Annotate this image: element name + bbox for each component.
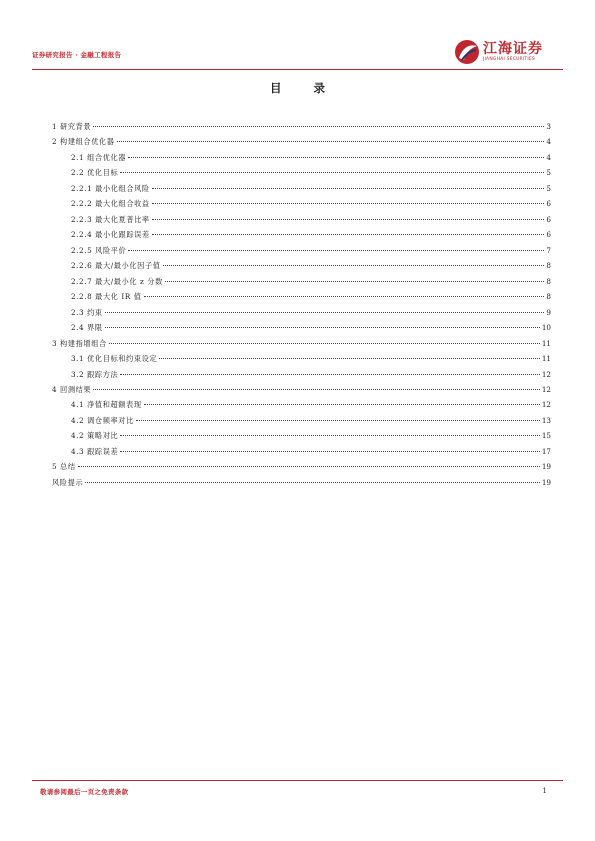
toc-entry[interactable] — [52, 289, 551, 304]
toc-leader-dots — [78, 466, 540, 467]
toc-entry-label: 3 构建指增组合 — [52, 338, 107, 348]
toc-entry[interactable] — [52, 258, 551, 273]
toc-leader-dots — [85, 482, 540, 483]
toc-entry-page: 8 — [546, 276, 551, 286]
toc-leader-dots — [120, 172, 544, 173]
toc-entry-label: 2.1 组合优化器 — [71, 152, 127, 162]
toc-entry-page: 19 — [541, 462, 551, 472]
toc-leader-dots — [159, 358, 540, 359]
toc-entry-page: 19 — [541, 477, 551, 487]
toc-entry-label: 2.2.4 最小化跟踪误差 — [71, 230, 150, 240]
toc-entry[interactable] — [52, 382, 551, 397]
toc-entry[interactable] — [52, 428, 551, 443]
toc-leader-dots — [163, 265, 545, 266]
toc-entry-page: 8 — [546, 261, 551, 271]
toc-entry-page: 4 — [546, 137, 551, 147]
toc-leader-dots — [120, 374, 540, 375]
toc-entry-page: 5 — [546, 168, 551, 178]
toc-entry-page: 17 — [541, 446, 551, 456]
footer-divider — [32, 780, 563, 781]
toc-entry[interactable] — [52, 196, 551, 211]
toc-leader-dots — [120, 435, 540, 436]
page-header — [32, 36, 563, 72]
toc-entry-label: 2.3 约束 — [71, 307, 103, 317]
toc-entry-label: 4.1 净值和超额表现 — [71, 400, 142, 410]
toc-leader-dots — [128, 157, 544, 158]
toc-leader-dots — [120, 451, 540, 452]
toc-entry-label: 2.2 优化目标 — [71, 168, 119, 178]
page-number: 1 — [542, 787, 547, 795]
report-category: 证券研究报告 · 金融工程报告 — [32, 51, 122, 59]
toc-entry-label: 1 研究背景 — [52, 122, 92, 131]
logo-mark-icon — [453, 38, 481, 66]
toc-entry[interactable] — [52, 397, 551, 412]
toc-entry[interactable] — [52, 475, 551, 490]
toc-entry-page: 6 — [546, 214, 551, 224]
toc-leader-dots — [152, 188, 545, 189]
toc-entry[interactable] — [52, 336, 551, 351]
table-of-contents — [52, 119, 551, 490]
toc-entry-label: 4 回测结果 — [52, 384, 92, 394]
toc-entry[interactable] — [52, 119, 551, 134]
toc-entry[interactable] — [52, 274, 551, 289]
toc-entry-page: 12 — [541, 400, 551, 410]
toc-leader-dots — [144, 296, 545, 297]
toc-entry[interactable] — [52, 367, 551, 382]
toc-leader-dots — [152, 234, 545, 235]
toc-entry-label: 5 总结 — [52, 462, 76, 472]
toc-entry-label: 3.1 优化目标和约束设定 — [71, 354, 158, 364]
toc-entry[interactable] — [52, 305, 551, 320]
page-title: 目 录 — [269, 81, 339, 95]
toc-entry[interactable] — [52, 134, 551, 149]
toc-entry-page: 4 — [546, 152, 551, 162]
toc-leader-dots — [93, 126, 544, 127]
toc-leader-dots — [105, 327, 540, 328]
toc-entry-page: 6 — [546, 230, 551, 240]
toc-leader-dots — [144, 404, 540, 405]
toc-entry[interactable] — [52, 150, 551, 165]
toc-entry[interactable] — [52, 413, 551, 428]
toc-leader-dots — [117, 141, 545, 142]
toc-leader-dots — [128, 250, 544, 251]
toc-entry-label: 2.2.2 最大化组合收益 — [71, 199, 150, 209]
toc-entry[interactable] — [52, 165, 551, 180]
toc-entry[interactable] — [52, 243, 551, 258]
header-divider — [32, 69, 563, 70]
toc-entry-label: 2.2.3 最大化夏普比率 — [71, 214, 150, 224]
toc-entry-page: 12 — [541, 369, 551, 379]
toc-entry-page: 12 — [541, 384, 551, 394]
toc-entry-page: 13 — [541, 415, 551, 425]
toc-entry[interactable] — [52, 181, 551, 196]
toc-entry-label: 4.2 调仓频率对比 — [71, 415, 134, 425]
toc-leader-dots — [105, 312, 545, 313]
toc-entry-page: 9 — [546, 307, 551, 317]
toc-entry-label: 2.4 界限 — [71, 323, 103, 333]
toc-leader-dots — [109, 343, 540, 344]
toc-entry[interactable] — [52, 444, 551, 459]
toc-entry-label: 3.2 跟踪方法 — [71, 369, 119, 379]
toc-entry-label: 风险提示 — [52, 477, 84, 487]
toc-entry-page: 7 — [546, 245, 551, 255]
toc-entry[interactable] — [52, 459, 551, 474]
toc-entry-label: 2 构建组合优化器 — [52, 137, 115, 147]
toc-entry[interactable] — [52, 212, 551, 227]
toc-entry-page: 11 — [541, 338, 551, 348]
toc-entry-label: 2.2.6 最大/最小化因子值 — [71, 261, 161, 271]
toc-entry-label: 2.2.7 最大/最小化 z 分数 — [71, 276, 163, 286]
toc-entry-page: 8 — [546, 292, 551, 302]
toc-entry-page: 3 — [546, 122, 551, 131]
toc-entry-label: 4.3 跟踪误差 — [71, 446, 119, 456]
toc-entry-page: 6 — [546, 199, 551, 209]
toc-entry-page: 11 — [541, 354, 551, 364]
toc-leader-dots — [93, 389, 540, 390]
logo-chinese-text: 江海证券 — [483, 41, 543, 57]
toc-leader-dots — [152, 203, 545, 204]
toc-leader-dots — [136, 420, 540, 421]
toc-entry-page: 15 — [541, 431, 551, 441]
toc-entry[interactable] — [52, 227, 551, 242]
toc-leader-dots — [165, 281, 545, 282]
toc-entry-label: 2.2.5 风险平价 — [71, 245, 127, 255]
disclaimer-note: 敬请参阅最后一页之免责条款 — [40, 788, 129, 796]
toc-entry-label: 2.2.1 最小化组合风险 — [71, 183, 150, 193]
logo-english-text: JIANGHAI SECURITIES — [483, 57, 535, 62]
toc-entry-label: 4.2 策略对比 — [71, 431, 119, 441]
toc-leader-dots — [152, 219, 545, 220]
toc-entry[interactable] — [52, 320, 551, 335]
toc-entry-page: 5 — [546, 183, 551, 193]
toc-entry-page: 10 — [541, 323, 551, 333]
toc-entry[interactable] — [52, 351, 551, 366]
company-logo — [453, 36, 563, 70]
toc-entry-label: 2.2.8 最大化 IR 值 — [71, 292, 142, 302]
